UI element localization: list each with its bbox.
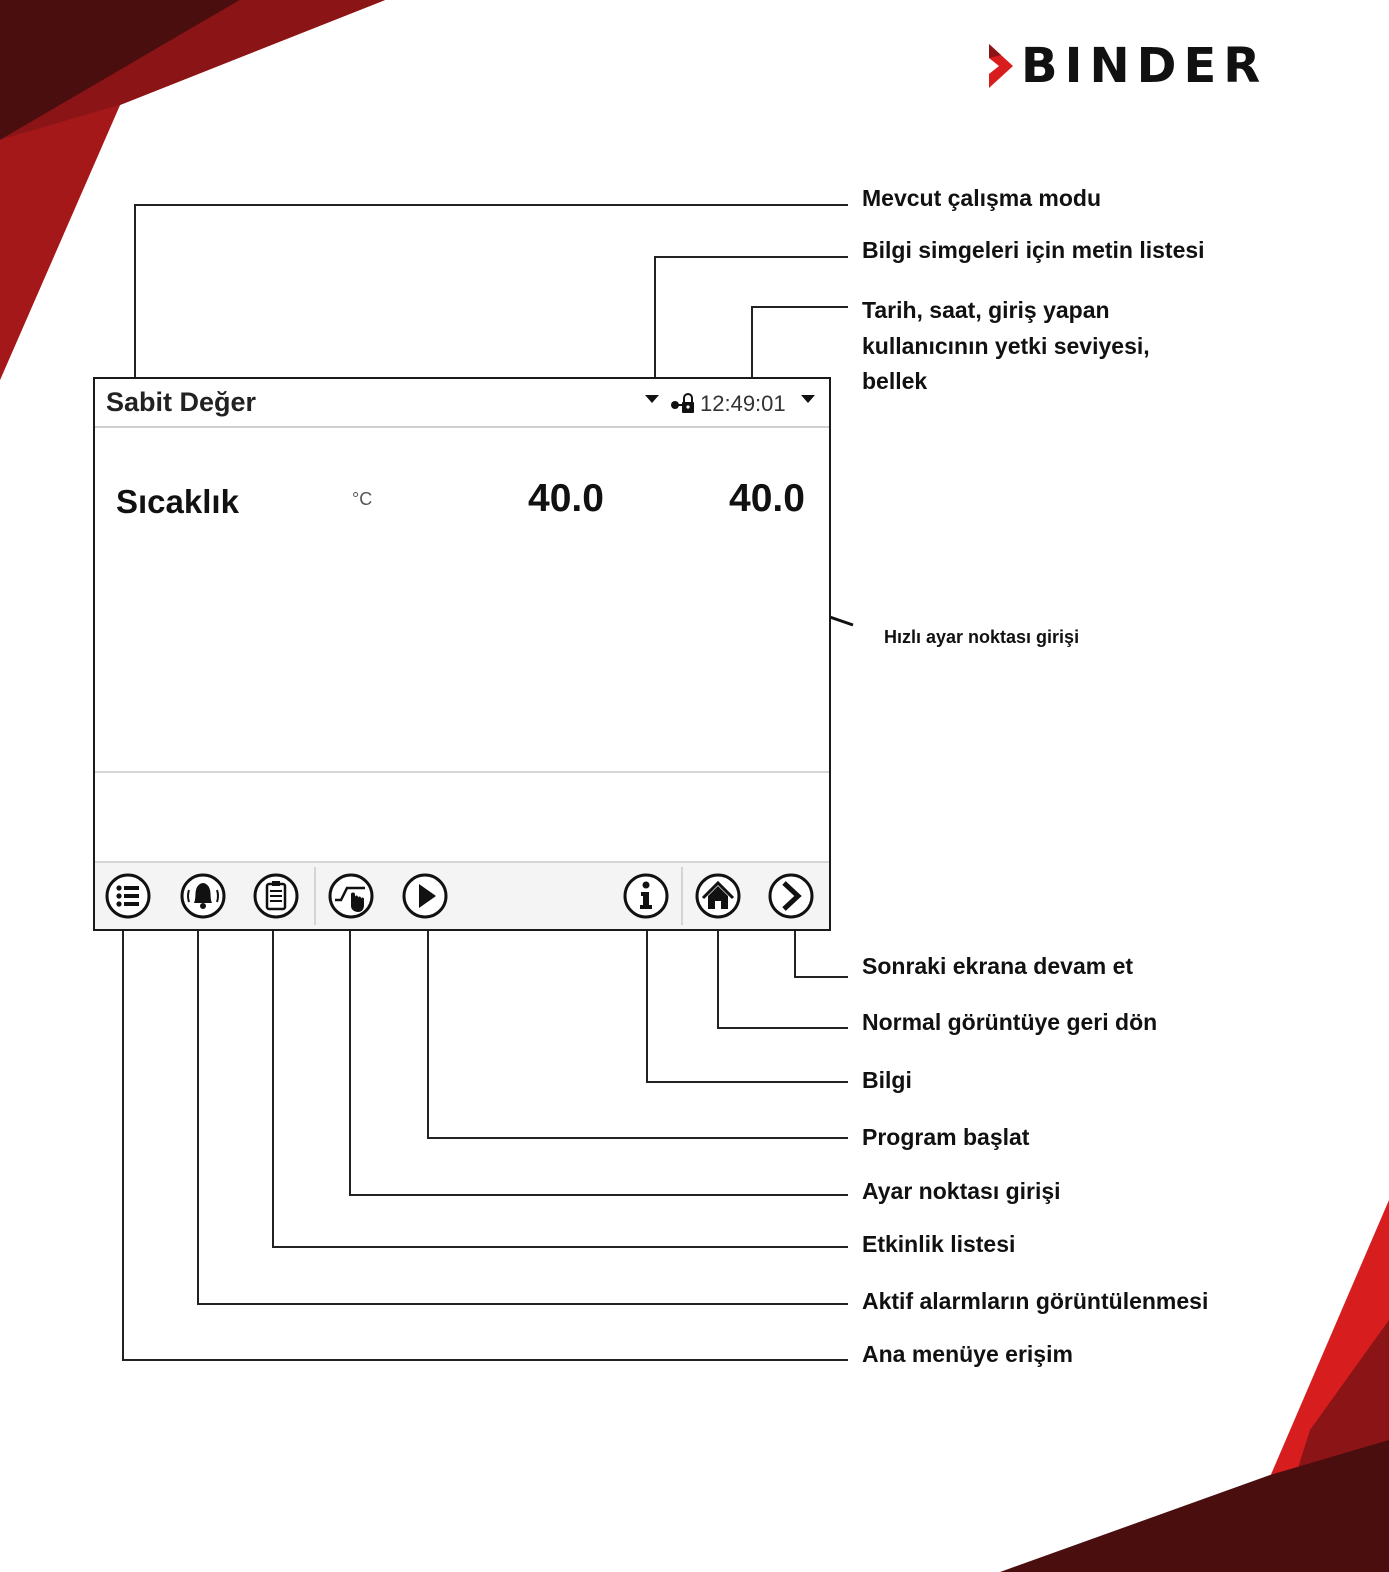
- alarm-bell-icon[interactable]: [179, 872, 227, 920]
- callout-mevcut-mod: Mevcut çalışma modu: [862, 185, 1102, 211]
- content-separator: [95, 771, 829, 773]
- callout-bilgi-metin: Bilgi simgeleri için metin listesi: [862, 237, 1205, 263]
- screen-toolbar: [95, 861, 829, 929]
- callout-normal: Normal görüntüye geri dön: [862, 1009, 1158, 1035]
- callout-ayar: Ayar noktası girişi: [862, 1178, 1061, 1204]
- callout-program: Program başlat: [862, 1124, 1030, 1150]
- line-program: [428, 928, 848, 1138]
- clock-display[interactable]: 12:49:01: [700, 391, 786, 416]
- callout-ana-menu: Ana menüye erişim: [862, 1341, 1073, 1367]
- line-bilgi: [647, 928, 848, 1082]
- lock-key-icon: [670, 393, 696, 415]
- screen-header: [95, 379, 829, 428]
- event-list-icon[interactable]: [252, 872, 300, 920]
- setpoint-entry-icon[interactable]: [327, 872, 375, 920]
- actual-value: 40.0: [528, 477, 604, 520]
- setpoint-value[interactable]: 40.0: [729, 477, 805, 520]
- next-screen-icon[interactable]: [767, 872, 815, 920]
- home-icon[interactable]: [694, 872, 742, 920]
- datetime-dropdown-icon[interactable]: [801, 395, 815, 403]
- controller-screen: [93, 377, 831, 931]
- callout-bilgi: Bilgi: [862, 1067, 912, 1093]
- parameter-unit: °C: [352, 489, 373, 509]
- line-ana-menu: [123, 928, 848, 1360]
- info-icon[interactable]: [622, 872, 670, 920]
- toolbar-divider: [314, 867, 316, 925]
- operating-mode-label[interactable]: Sabit Değer: [106, 387, 257, 417]
- line-mevcut-mod: [135, 205, 848, 378]
- program-start-icon[interactable]: [401, 872, 449, 920]
- callout-sonraki: Sonraki ekrana devam et: [862, 953, 1134, 979]
- toolbar-divider: [681, 867, 683, 925]
- callout-alarm: Aktif alarmların görüntülenmesi: [862, 1288, 1209, 1314]
- callout-etkinlik: Etkinlik listesi: [862, 1231, 1016, 1257]
- line-etkinlik: [273, 928, 848, 1247]
- logo-text: BINDER: [1021, 38, 1268, 94]
- line-sonraki: [795, 928, 848, 977]
- info-text-dropdown-icon[interactable]: [645, 395, 659, 403]
- line-tarih-saat: [752, 307, 848, 378]
- callout-tarih-saat-1: Tarih, saat, giriş yapan: [862, 297, 1110, 323]
- main-menu-icon[interactable]: [104, 872, 152, 920]
- callout-hizli-ayar: Hızlı ayar noktası girişi: [884, 627, 1080, 647]
- line-ayar: [350, 928, 848, 1195]
- callout-tarih-saat-3: bellek: [862, 368, 928, 394]
- parameter-name: Sıcaklık: [116, 483, 239, 520]
- callout-tarih-saat-2: kullanıcının yetki seviyesi,: [862, 333, 1150, 359]
